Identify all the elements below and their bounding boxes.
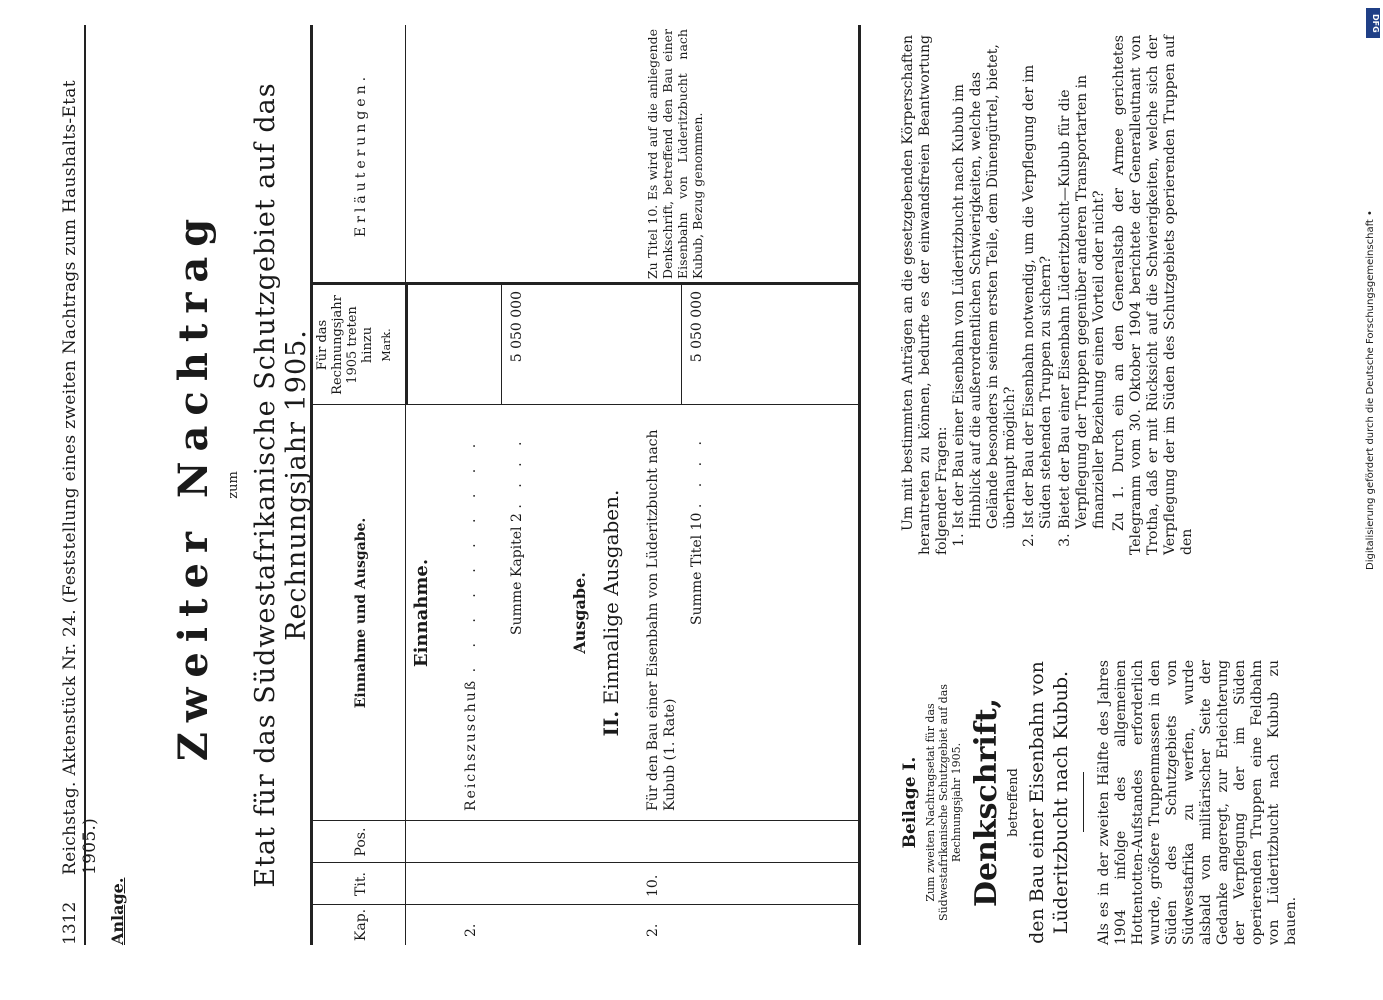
question-item: 1. Ist der Bau einer Eisenbahn von Lüderitzbucht nach Kubub im Hinblick auf die außerordentlichen Schwierigkeiten, welche das Gelände besonders in seinem ersten Teile, dem Dünengürtel, bietet, überhaupt möglich?	[951, 35, 1019, 529]
sum-rule	[681, 285, 682, 405]
header-einnahme-ausgabe: Einnahme und Ausgabe.	[353, 517, 369, 709]
amount-header-rule	[405, 285, 408, 405]
col-divider	[313, 862, 858, 863]
page-number: 1312	[60, 901, 80, 945]
question-item: 2. Ist der Bau der Eisenbahn notwendig, um die Verpflegung der im Süden stehenden Truppen zu sichern?	[1021, 35, 1055, 529]
page-header	[50, 25, 100, 945]
row2-summe: Summe Titel 10 . . . .	[689, 435, 705, 625]
etat-title: Etat für das Südwestafrikanische Schutzgebiet auf das Rechnungsjahr 1905.	[250, 82, 312, 888]
digitization-credit	[1360, 10, 1382, 570]
budget-table	[310, 25, 861, 945]
beilage-label: Beilage I.	[900, 756, 920, 849]
header-rechnungsjahr-label: Für das Rechnungsjahr 1905 treten hinzu	[315, 295, 375, 395]
erlaeuterung-text: Zu Titel 10. Es wird auf die anliegende Denkschrift, betreffend den Bau einer Eisenbahn von Lüderitzbucht nach Kubub, Bezug genommen.	[645, 29, 705, 279]
row2-tit: 10.	[645, 874, 661, 897]
beilage-paragraph: Als es in der zweiten Hälfte des Jahres 1904 infolge des allgemeinen Hottentotten-Aufstandes erforderlich wurde, größere Truppenmassen in den Süden des Schutzgebiets von Südwestafrika zu werfen, wurde alsbald von militärischer Seite der Gedanke angeregt, zur Erleichterung der Verpflegung der im Süden operierenden Truppen eine Feldbahn von Lüderitzbucht nach Kubub zu bauen.	[1096, 660, 1299, 945]
dfg-logo: DFG	[1366, 8, 1380, 38]
row1-kap: 2.	[463, 923, 479, 937]
header-mark: Mark.	[380, 328, 393, 362]
row2-amount: 5 050 000	[689, 291, 705, 363]
col-divider	[313, 282, 858, 285]
header-rule	[405, 25, 406, 945]
section-divider	[1083, 773, 1084, 833]
title-connector: zum	[226, 471, 241, 499]
anlage-label: Anlage.	[108, 877, 127, 945]
betreffend-label: betreffend	[1006, 768, 1021, 837]
document-title: Zweiter Nachtrag	[170, 208, 217, 762]
answer-paragraph: Zu 1. Durch ein an den Generalstab der Armee gerichtetes Telegramm vom 30. Oktober 1904 berichtete der Generalleutnant von Trotha, daß er mit Rücksicht auf die Schwierigkeiten, welche sich der Verpflegung der im Süden des Schutzgebiets operierenden Truppen auf den	[1111, 35, 1195, 555]
row1-amount: 5 050 000	[509, 291, 525, 363]
running-head: Reichstag. Aktenstück Nr. 24. (Feststellung eines zweiten Nachtrags zum Haushalts-Etat 1905.)	[60, 80, 100, 875]
question-item: 3. Bietet der Bau einer Eisenbahn Lüderitzbucht—Kubub für die Verpflegung der Truppen gegenüber anderen Transportarten in finanzieller Beziehung einen Vorteil oder nicht?	[1057, 35, 1108, 529]
sum-rule	[501, 285, 502, 405]
einmalige-label: Einmalige Ausgaben.	[599, 489, 623, 705]
denkschrift-heading: Denkschrift,	[969, 697, 1004, 908]
beilage-subtitle: Zum zweiten Nachtragsetat für das Südwestafrikanische Schutzgebiet auf das Rechnungsjahr 1905.	[924, 684, 963, 921]
header-rechnungsjahr	[315, 287, 394, 403]
einmalige-heading	[599, 405, 623, 821]
beilage-column	[900, 660, 1300, 945]
row1-summe: Summe Kapitel 2 . . . .	[509, 435, 525, 635]
header-kap: Kap.	[353, 908, 369, 942]
row2-summe-label: Summe Titel 10	[689, 512, 705, 625]
intro-paragraph: Um mit bestimmten Anträgen an die gesetzgebenden Körperschaften herantreten zu können, bedurfte es der einwandsfreien Beantwortung folgender Fragen:	[900, 35, 950, 555]
header-tit: Tit.	[353, 872, 369, 896]
row1-summe-label: Summe Kapitel 2	[509, 513, 525, 635]
einnahme-heading: Einnahme.	[411, 558, 432, 668]
row1-label: Reichszuschuß	[463, 678, 479, 811]
ausgabe-heading: Ausgabe.	[570, 572, 589, 654]
rotated-page-content	[50, 25, 1350, 945]
row1-text: Reichszuschuß . . . . . . . . . .	[463, 435, 479, 811]
header-pos: Pos.	[353, 827, 369, 857]
col-divider	[313, 904, 858, 905]
header-erlaeuterungen: Erläuterungen.	[353, 72, 369, 238]
denkschrift-subject: den Bau einer Eisenbahn von Lüderitzbucht nach Kubub.	[1026, 661, 1072, 944]
row2-kap: 2.	[645, 923, 661, 937]
credit-text: Digitalisierung gefördert durch die Deutsche Forschungsgemeinschaft •	[1365, 210, 1376, 570]
row2-text: Für den Bau einer Eisenbahn von Lüderitzbucht nach Kubub (1. Rate)	[645, 429, 678, 811]
question-list	[951, 35, 1108, 555]
einmalige-roman: II.	[599, 710, 623, 737]
header-rule	[84, 25, 86, 945]
right-text-column	[900, 35, 1196, 555]
